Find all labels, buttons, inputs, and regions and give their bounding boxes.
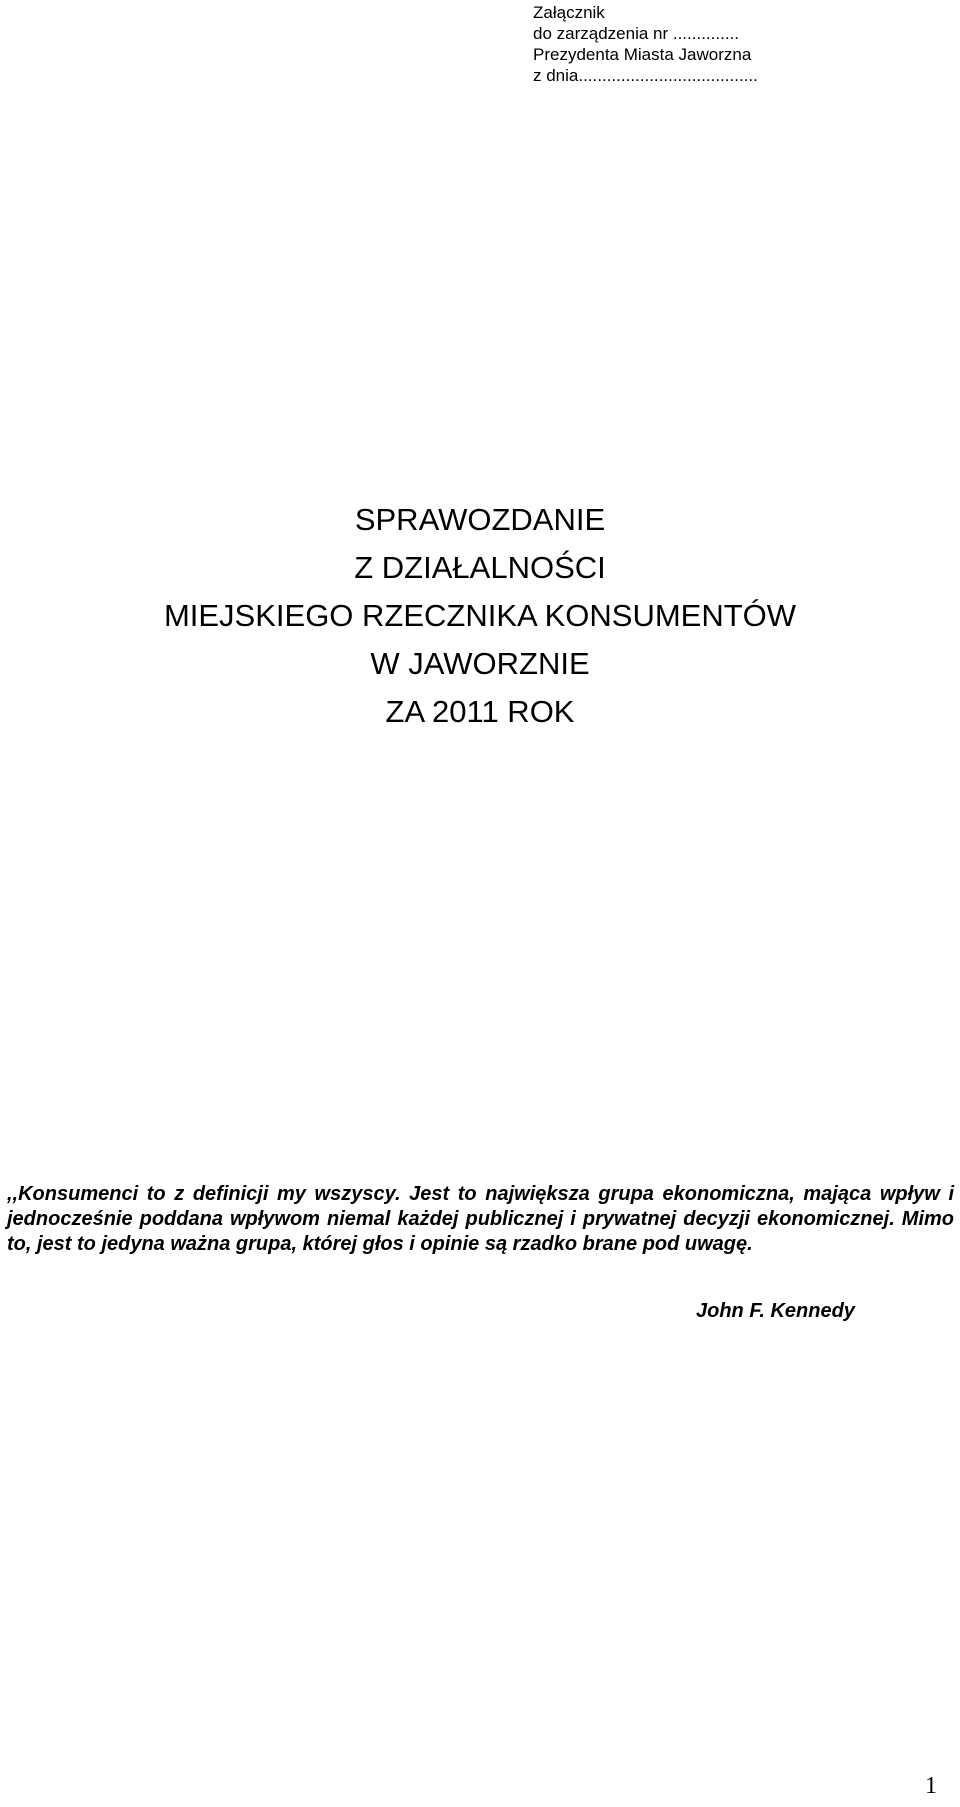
report-title-line-2: Z DZIAŁALNOŚCI (354, 550, 606, 585)
annex-line-title: Załącznik (533, 3, 605, 22)
report-title-line-3: MIEJSKIEGO RZECZNIKA KONSUMENTÓW (163, 598, 797, 633)
epigraph-quote: ,,Konsumenci to z definicji my wszyscy. Jest to największa grupa ekonomiczna, mająca wpływ i jednocześnie poddana wpływom niemal każdej publicznej i prywatnej decyzji ekonomicznej. Mimo to, jest to jedyna ważna grupa, której głos i opinie są rzadko brane pod uwagę. (7, 1183, 954, 1255)
epigraph-author: John F. Kennedy (696, 1300, 855, 1322)
report-title-line-5: ZA 2011 ROK (385, 694, 575, 729)
report-title-line-1: SPRAWOZDANIE (354, 502, 606, 537)
annex-line-issuer: Prezydenta Miasta Jaworzna (533, 45, 752, 64)
page-number: 1 (925, 1773, 937, 1799)
report-title-line-4: W JAWORZNIE (370, 646, 590, 681)
annex-line-order-number: do zarządzenia nr .............. (533, 24, 739, 43)
annex-line-date: z dnia...................................... (533, 66, 758, 85)
report-title (0, 496, 960, 736)
annex-note (533, 2, 758, 86)
